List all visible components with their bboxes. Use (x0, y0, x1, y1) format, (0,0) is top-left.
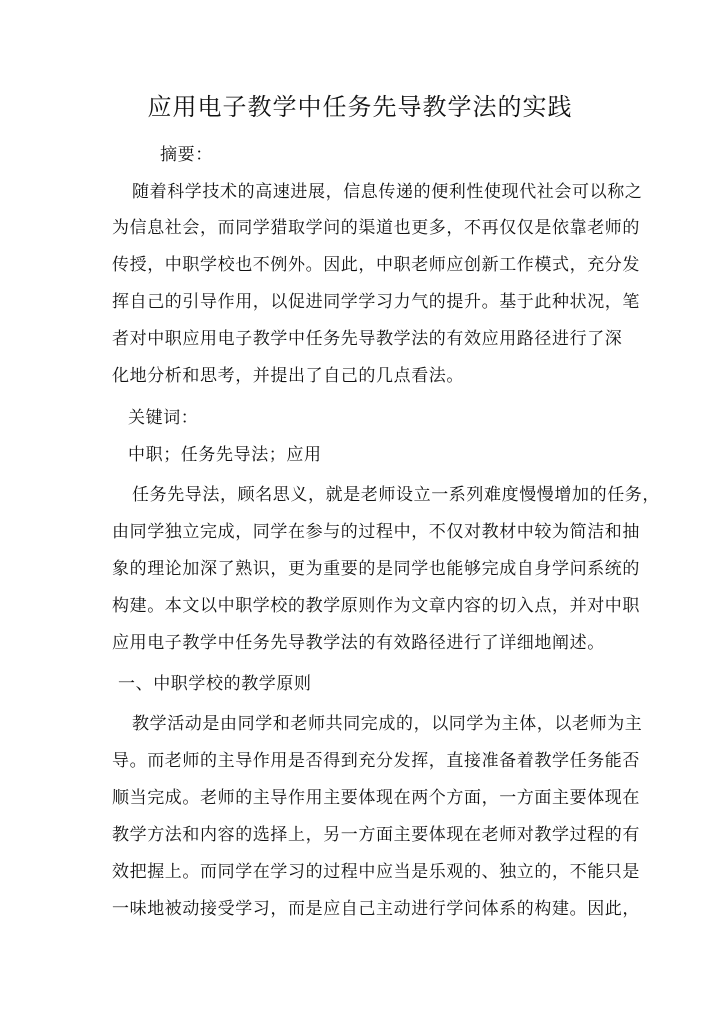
body-line: 效把握上。而同学在学习的过程中应当是乐观的、独立的，不能只是 (112, 862, 640, 882)
intro-line: 象的理论加深了熟识，更为重要的是同学也能够完成自身学问系统的 (112, 559, 640, 579)
intro-line: 应用电子教学中任务先导教学法的有效路径进行了详细地阐述。 (112, 633, 605, 653)
abstract-line: 挥自己的引导作用，以促进同学学习力气的提升。基于此种状况，笔 (112, 292, 640, 312)
abstract-label: 摘要： (160, 145, 213, 165)
intro-line: 由同学独立完成，同学在参与的过程中，不仅对教材中较为简洁和抽 (112, 522, 640, 542)
intro-line: 任务先导法，顾名思义，就是老师设立一系列难度慢慢增加的任务， (132, 485, 660, 505)
abstract-line: 传授，中职学校也不例外。因此，中职老师应创新工作模式，充分发 (112, 255, 640, 275)
abstract-line: 化地分析和思考，并提出了自己的几点看法。 (112, 366, 464, 386)
body-line: 导。而老师的主导作用是否得到充分发挥，直接准备着教学任务能否 (112, 751, 640, 771)
section-heading: 一、中职学校的教学原则 (118, 674, 312, 694)
body-line: 教学方法和内容的选择上，另一方面主要体现在老师对教学过程的有 (112, 825, 640, 845)
abstract-line: 为信息社会，而同学猎取学问的渠道也更多，不再仅仅是依靠老师的 (112, 218, 640, 238)
document-title: 应用电子教学中任务先导教学法的实践 (147, 93, 573, 121)
keywords-text: 中职；任务先导法；应用 (128, 445, 322, 465)
body-line: 一味地被动接受学习，而是应自己主动进行学问体系的构建。因此， (112, 899, 640, 919)
abstract-line: 随着科学技术的高速进展，信息传递的便利性使现代社会可以称之 (132, 182, 643, 202)
body-line: 教学活动是由同学和老师共同完成的，以同学为主体，以老师为主 (132, 714, 643, 734)
abstract-line: 者对中职应用电子教学中任务先导教学法的有效应用路径进行了深 (112, 329, 623, 349)
intro-line: 构建。本文以中职学校的教学原则作为文章内容的切入点，并对中职 (112, 596, 640, 616)
body-line: 顺当完成。老师的主导作用主要体现在两个方面，一方面主要体现在 (112, 788, 640, 808)
keywords-label: 关键词： (128, 408, 199, 428)
